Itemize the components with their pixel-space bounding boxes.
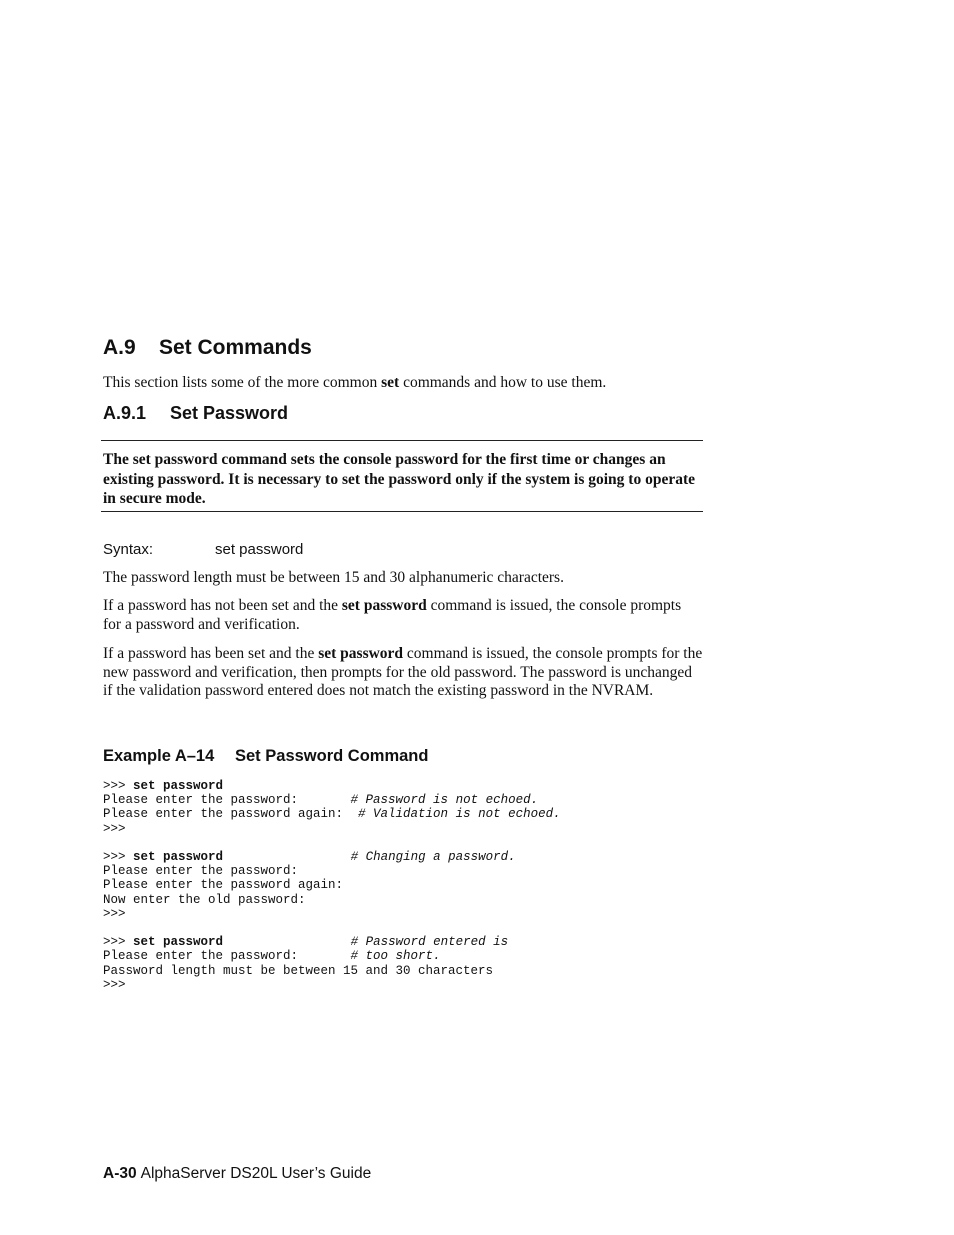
code-text: >>> bbox=[103, 821, 126, 836]
code-prompt: >>> bbox=[103, 779, 134, 793]
example-number: Example A–14 bbox=[103, 747, 215, 765]
paragraph-has-been-set bbox=[103, 645, 703, 701]
p2-post: command is issued, the console prompts for a password and verification. bbox=[103, 597, 682, 633]
callout-top-rule bbox=[101, 440, 703, 441]
document-title: AlphaServer DS20L User’s Guide bbox=[140, 1165, 372, 1182]
code-command: set password bbox=[133, 935, 224, 950]
code-prompt: >>> bbox=[103, 935, 134, 950]
code-comment: # Validation is not echoed. bbox=[358, 807, 561, 822]
callout-text: The set password command sets the console password for the first time or changes an existing password. It is necessary to set the password only if the system is going to operate in secure mode. bbox=[103, 451, 695, 507]
code-line bbox=[103, 935, 508, 949]
p2-bold: set password bbox=[341, 597, 427, 614]
code-line bbox=[103, 964, 493, 978]
code-text: >>> bbox=[103, 906, 126, 921]
code-line bbox=[103, 907, 126, 921]
syntax-value: set password bbox=[215, 541, 304, 558]
code-line bbox=[103, 793, 538, 807]
example-caption: Set Password Command bbox=[235, 747, 429, 765]
section-number: A.9 bbox=[103, 336, 136, 359]
code-comment: # Changing a password. bbox=[350, 850, 516, 865]
code-line bbox=[103, 822, 126, 836]
code-text: Now enter the old password: bbox=[103, 892, 306, 907]
code-line bbox=[103, 978, 126, 992]
section-title: Set Commands bbox=[159, 336, 312, 359]
code-text: Please enter the password: bbox=[103, 793, 351, 808]
p3-pre: If a password has been set and the bbox=[103, 645, 319, 662]
code-line bbox=[103, 864, 298, 878]
subsection-title: Set Password bbox=[170, 403, 289, 423]
paragraph-not-set bbox=[103, 597, 703, 634]
code-line bbox=[103, 949, 441, 963]
subsection-heading bbox=[103, 403, 288, 424]
p3-bold: set password bbox=[318, 645, 404, 662]
code-line bbox=[103, 779, 223, 793]
callout-bottom-rule bbox=[101, 511, 703, 512]
intro-text-post: commands and how to use them. bbox=[399, 374, 607, 391]
code-line bbox=[103, 807, 561, 821]
intro-text-pre: This section lists some of the more common bbox=[103, 374, 382, 391]
intro-paragraph bbox=[103, 374, 703, 393]
code-line bbox=[103, 893, 306, 907]
p3-post: command is issued, the console prompts for the new password and verification, then prompts for the old password. The password is unchanged if the validation password entered does not match the existing password in the NVRAM. bbox=[103, 645, 703, 700]
code-text: >>> bbox=[103, 977, 126, 992]
code-comment: # Password entered is bbox=[350, 935, 509, 950]
code-text: Please enter the password: bbox=[103, 864, 299, 879]
code-text: Please enter the password: bbox=[103, 949, 351, 964]
code-text: Please enter the password again: bbox=[103, 878, 344, 893]
section-heading bbox=[103, 336, 312, 360]
page-number: A-30 bbox=[103, 1165, 137, 1182]
page-footer bbox=[103, 1165, 371, 1183]
code-line bbox=[103, 878, 343, 892]
example-title bbox=[103, 747, 428, 766]
p2-pre: If a password has not been set and the bbox=[103, 597, 342, 614]
code-command: set password bbox=[133, 779, 224, 793]
code-comment: # too short. bbox=[350, 949, 441, 964]
paragraph-length: The password length must be between 15 and 30 alphanumeric characters. bbox=[103, 569, 564, 586]
code-text: Please enter the password again: bbox=[103, 807, 359, 822]
code-command: set password bbox=[133, 850, 224, 865]
code-prompt: >>> bbox=[103, 850, 134, 865]
intro-text-bold: set bbox=[381, 374, 400, 391]
syntax-line bbox=[103, 541, 303, 558]
code-example bbox=[103, 779, 561, 992]
code-comment: # Password is not echoed. bbox=[350, 793, 539, 808]
code-line bbox=[103, 850, 516, 864]
code-text: Password length must be between 15 and 30 characters bbox=[103, 963, 494, 978]
subsection-number: A.9.1 bbox=[103, 403, 147, 423]
syntax-label: Syntax: bbox=[103, 541, 154, 558]
